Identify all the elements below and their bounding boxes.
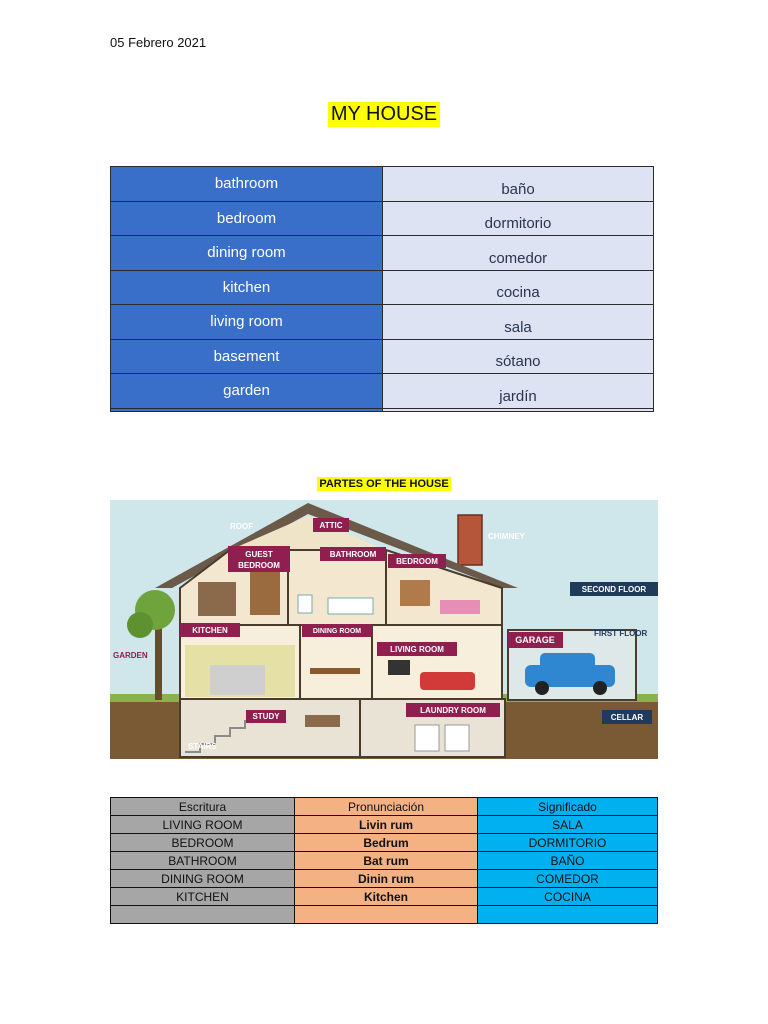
cell-escritura: LIVING ROOM (111, 816, 295, 834)
label-bathroom: BATHROOM (329, 550, 377, 559)
sink (298, 595, 312, 613)
english-word: living room (111, 305, 383, 340)
table-row (111, 852, 658, 870)
table-row (111, 816, 658, 834)
cell-escritura (111, 906, 295, 924)
page-title: MY HOUSE (328, 102, 440, 127)
english-word: dining room (111, 236, 383, 271)
sofa (420, 672, 475, 690)
label-second-floor: SECOND FLOOR (581, 585, 647, 594)
label-dining-room: DINING ROOM (312, 628, 362, 635)
dresser (400, 580, 430, 606)
cell-escritura: BEDROOM (111, 834, 295, 852)
english-word: kitchen (111, 270, 383, 305)
label-kitchen: KITCHEN (192, 626, 228, 635)
empty-cell (383, 408, 654, 411)
title-wrap (0, 102, 768, 127)
cell-significado: SALA (478, 816, 658, 834)
spanish-word: cocina (383, 270, 654, 305)
study-desk (305, 715, 340, 727)
cell-escritura: DINING ROOM (111, 870, 295, 888)
bathtub (328, 598, 373, 614)
wardrobe (250, 570, 280, 615)
english-word: basement (111, 339, 383, 374)
english-word: garden (111, 374, 383, 409)
label-attic: ATTIC (319, 521, 343, 530)
header-significado: Significado (478, 798, 658, 816)
table-row (111, 870, 658, 888)
table-row (111, 305, 654, 340)
label-laundry-room: LAUNDRY ROOM (420, 706, 486, 715)
subtitle-wrap (0, 474, 768, 492)
table-row (111, 270, 654, 305)
empty-cell (111, 408, 383, 411)
cell-pronunciacion: Dinin rum (295, 870, 478, 888)
table-row (111, 888, 658, 906)
cell-pronunciacion (295, 906, 478, 924)
label-roof: ROOF (230, 522, 254, 531)
label-garden: GARDEN (113, 651, 148, 660)
header-escritura: Escritura (111, 798, 295, 816)
washing-machine (415, 725, 439, 751)
cell-significado (478, 906, 658, 924)
kitchen-counter (210, 665, 265, 695)
label-garage: GARAGE (515, 635, 555, 645)
english-word: bedroom (111, 201, 383, 236)
table-row (111, 201, 654, 236)
table-row (111, 906, 658, 924)
label-first-floor: FIRST FLOOR (594, 629, 648, 638)
car-roof (540, 653, 595, 669)
table-header-row (111, 798, 658, 816)
tree-trunk (155, 620, 162, 700)
cell-pronunciacion: Livin rum (295, 816, 478, 834)
label-stairs: STAIRS (188, 742, 217, 751)
table-row (111, 236, 654, 271)
cell-significado: BAÑO (478, 852, 658, 870)
spanish-word: sótano (383, 339, 654, 374)
table-row (111, 167, 654, 202)
table-row-stub (111, 408, 654, 411)
cell-significado: DORMITORIO (478, 834, 658, 852)
bed (440, 600, 480, 614)
table-row (111, 374, 654, 409)
house-illustration (110, 500, 658, 759)
cell-pronunciacion: Bat rum (295, 852, 478, 870)
vocabulary-table (110, 166, 654, 412)
section-title: PARTES OF THE HOUSE (319, 478, 449, 490)
spanish-word: jardín (383, 374, 654, 409)
tv (388, 660, 410, 675)
spanish-word: dormitorio (383, 201, 654, 236)
label-bedroom: BEDROOM (396, 557, 438, 566)
label-guest-bedroom-line1: GUEST (245, 550, 273, 559)
cell-pronunciacion: Bedrum (295, 834, 478, 852)
cell-significado: COCINA (478, 888, 658, 906)
spanish-word: baño (383, 167, 654, 202)
cell-significado: COMEDOR (478, 870, 658, 888)
spanish-word: comedor (383, 236, 654, 271)
label-chimney: CHIMNEY (488, 532, 525, 541)
cell-escritura: BATHROOM (111, 852, 295, 870)
label-living-room: LIVING ROOM (390, 645, 444, 654)
chimney (458, 515, 482, 565)
table-row (111, 834, 658, 852)
car-wheel (535, 681, 549, 695)
spanish-word: sala (383, 305, 654, 340)
dining-table (310, 668, 360, 674)
document-date: 05 Febrero 2021 (110, 35, 207, 50)
label-study: STUDY (252, 712, 280, 721)
pronunciation-table (110, 797, 658, 924)
cell-pronunciacion: Kitchen (295, 888, 478, 906)
label-cellar: CELLAR (610, 713, 644, 722)
cell-escritura: KITCHEN (111, 888, 295, 906)
english-word: bathroom (111, 167, 383, 202)
car-wheel (593, 681, 607, 695)
header-pronunciacion: Pronunciación (295, 798, 478, 816)
bunk-bed (198, 582, 236, 616)
table-row (111, 339, 654, 374)
dryer (445, 725, 469, 751)
label-guest-bedroom-line2: BEDROOM (238, 561, 280, 570)
